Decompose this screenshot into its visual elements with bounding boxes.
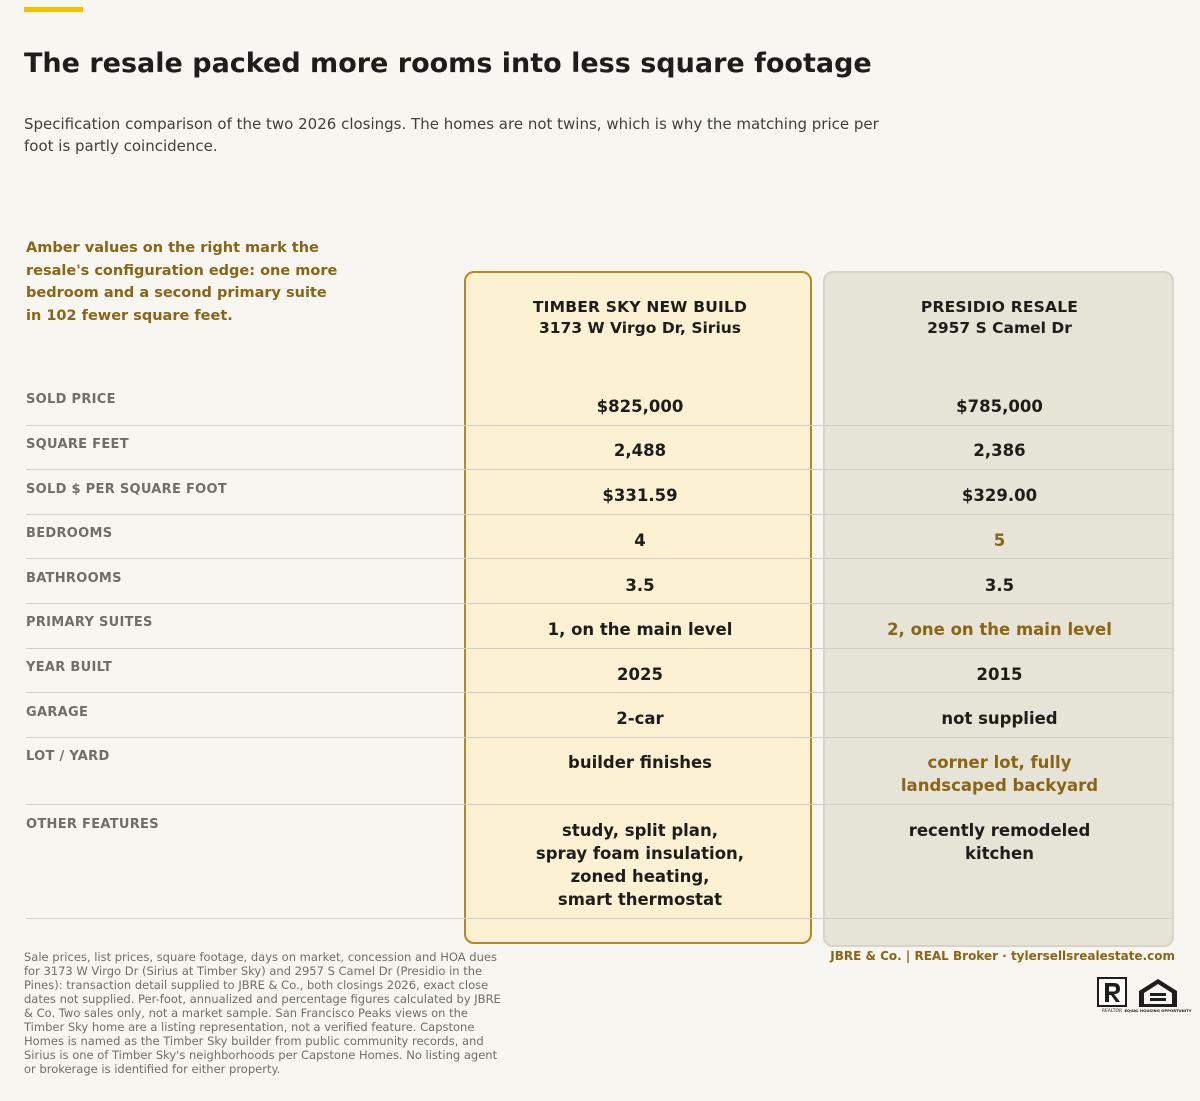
new-build-value: $825,000 (596, 397, 684, 416)
row-divider (26, 558, 1173, 559)
row-divider (26, 469, 1173, 470)
row-divider (26, 425, 1173, 426)
resale-value: corner lot, fully landscaped backyard (900, 753, 1099, 795)
row-label: PRIMARY SUITES (26, 615, 153, 630)
row-label: SOLD $ PER SQUARE FOOT (26, 482, 228, 497)
column-name: TIMBER SKY NEW BUILD (532, 298, 748, 316)
eho-logo-text: EQUAL HOUSING OPPORTUNITY (1124, 1008, 1192, 1013)
source-footnote: Sale prices, list prices, square footage, days on market, concession and HOA dues for 3173 W Virgo Dr (Sirius at Timber Sky) and 2957 S Camel Dr (Presidio in the Pines): transaction detail supplied to JBRE & Co., both closings 2026, exact close dates not supplied. Per-foot, annualized and percentage figures calculated by JBRE & Co. Two sales only, not a market sample. San Francisco Peaks views on the Timber Sky home are a listing representation, not a verified feature. Capstone Homes is named as the Timber Sky builder from public community records, and Sirius is one of Timber Sky's neighborhoods per Capstone Homes. No listing agent or brokerage is identified for either property. (24, 950, 501, 1076)
new-build-value: 2-car (616, 709, 664, 728)
resale-value: $329.00 (961, 486, 1038, 505)
column-address: 3173 W Virgo Dr, Sirius (538, 319, 742, 337)
resale-value: recently remodeled kitchen (908, 821, 1091, 863)
new-build-value: 4 (634, 531, 646, 550)
new-build-value: builder finishes (568, 753, 712, 772)
row-label: GARAGE (26, 705, 89, 720)
realtor-logo-text: REALTOR (1101, 1009, 1123, 1014)
row-divider (26, 692, 1173, 693)
column-header-new-build (449, 297, 831, 339)
resale-value: not supplied (941, 709, 1058, 728)
new-build-value: study, split plan, spray foam insulation, zoned heating, smart thermostat (535, 821, 745, 909)
row-label: SQUARE FEET (26, 437, 129, 452)
new-build-value: 3.5 (625, 576, 655, 595)
row-divider (26, 603, 1173, 604)
page-subtitle: Specification comparison of the two 2026 closings. The homes are not twins, which is why the matching price per foot is partly coincidence. (24, 115, 879, 155)
row-label: SOLD PRICE (26, 392, 116, 407)
resale-value: 2,386 (973, 441, 1026, 460)
resale-value: 3.5 (984, 576, 1015, 595)
row-label: LOT / YARD (26, 749, 110, 764)
row-divider (26, 918, 1173, 919)
column-address: 2957 S Camel Dr (927, 319, 1072, 337)
compliance-logos (1097, 977, 1192, 1017)
accent-bar (24, 7, 83, 12)
row-divider (26, 804, 1173, 805)
page-title: The resale packed more rooms into less square footage (24, 48, 872, 79)
column-header-resale (812, 297, 1187, 339)
realtor-r-logo (1097, 977, 1127, 1013)
row-divider (26, 737, 1173, 738)
resale-value: $785,000 (956, 397, 1043, 416)
resale-value: 5 (993, 531, 1006, 550)
equal-housing-logo (1124, 977, 1192, 1017)
row-divider (26, 514, 1173, 515)
row-label: BATHROOMS (26, 571, 122, 586)
new-build-value: 1, on the main level (547, 620, 733, 639)
new-build-value: 2,488 (613, 441, 667, 460)
resale-value: 2, one on the main level (887, 620, 1112, 639)
brand-line: JBRE & Co. | REAL Broker · tylersellsrealestate.com (830, 949, 1175, 963)
highlight-note: Amber values on the right mark the resale's configuration edge: one more bedroom and a second primary suite in 102 fewer square feet. (26, 240, 338, 324)
row-label: OTHER FEATURES (26, 817, 159, 832)
row-label: YEAR BUILT (26, 660, 113, 675)
resale-value: 2015 (976, 665, 1023, 684)
new-build-value: $331.59 (602, 486, 678, 505)
column-name: PRESIDIO RESALE (920, 298, 1079, 316)
new-build-value: 2025 (617, 665, 663, 684)
row-divider (26, 648, 1173, 649)
row-label: BEDROOMS (26, 526, 113, 541)
